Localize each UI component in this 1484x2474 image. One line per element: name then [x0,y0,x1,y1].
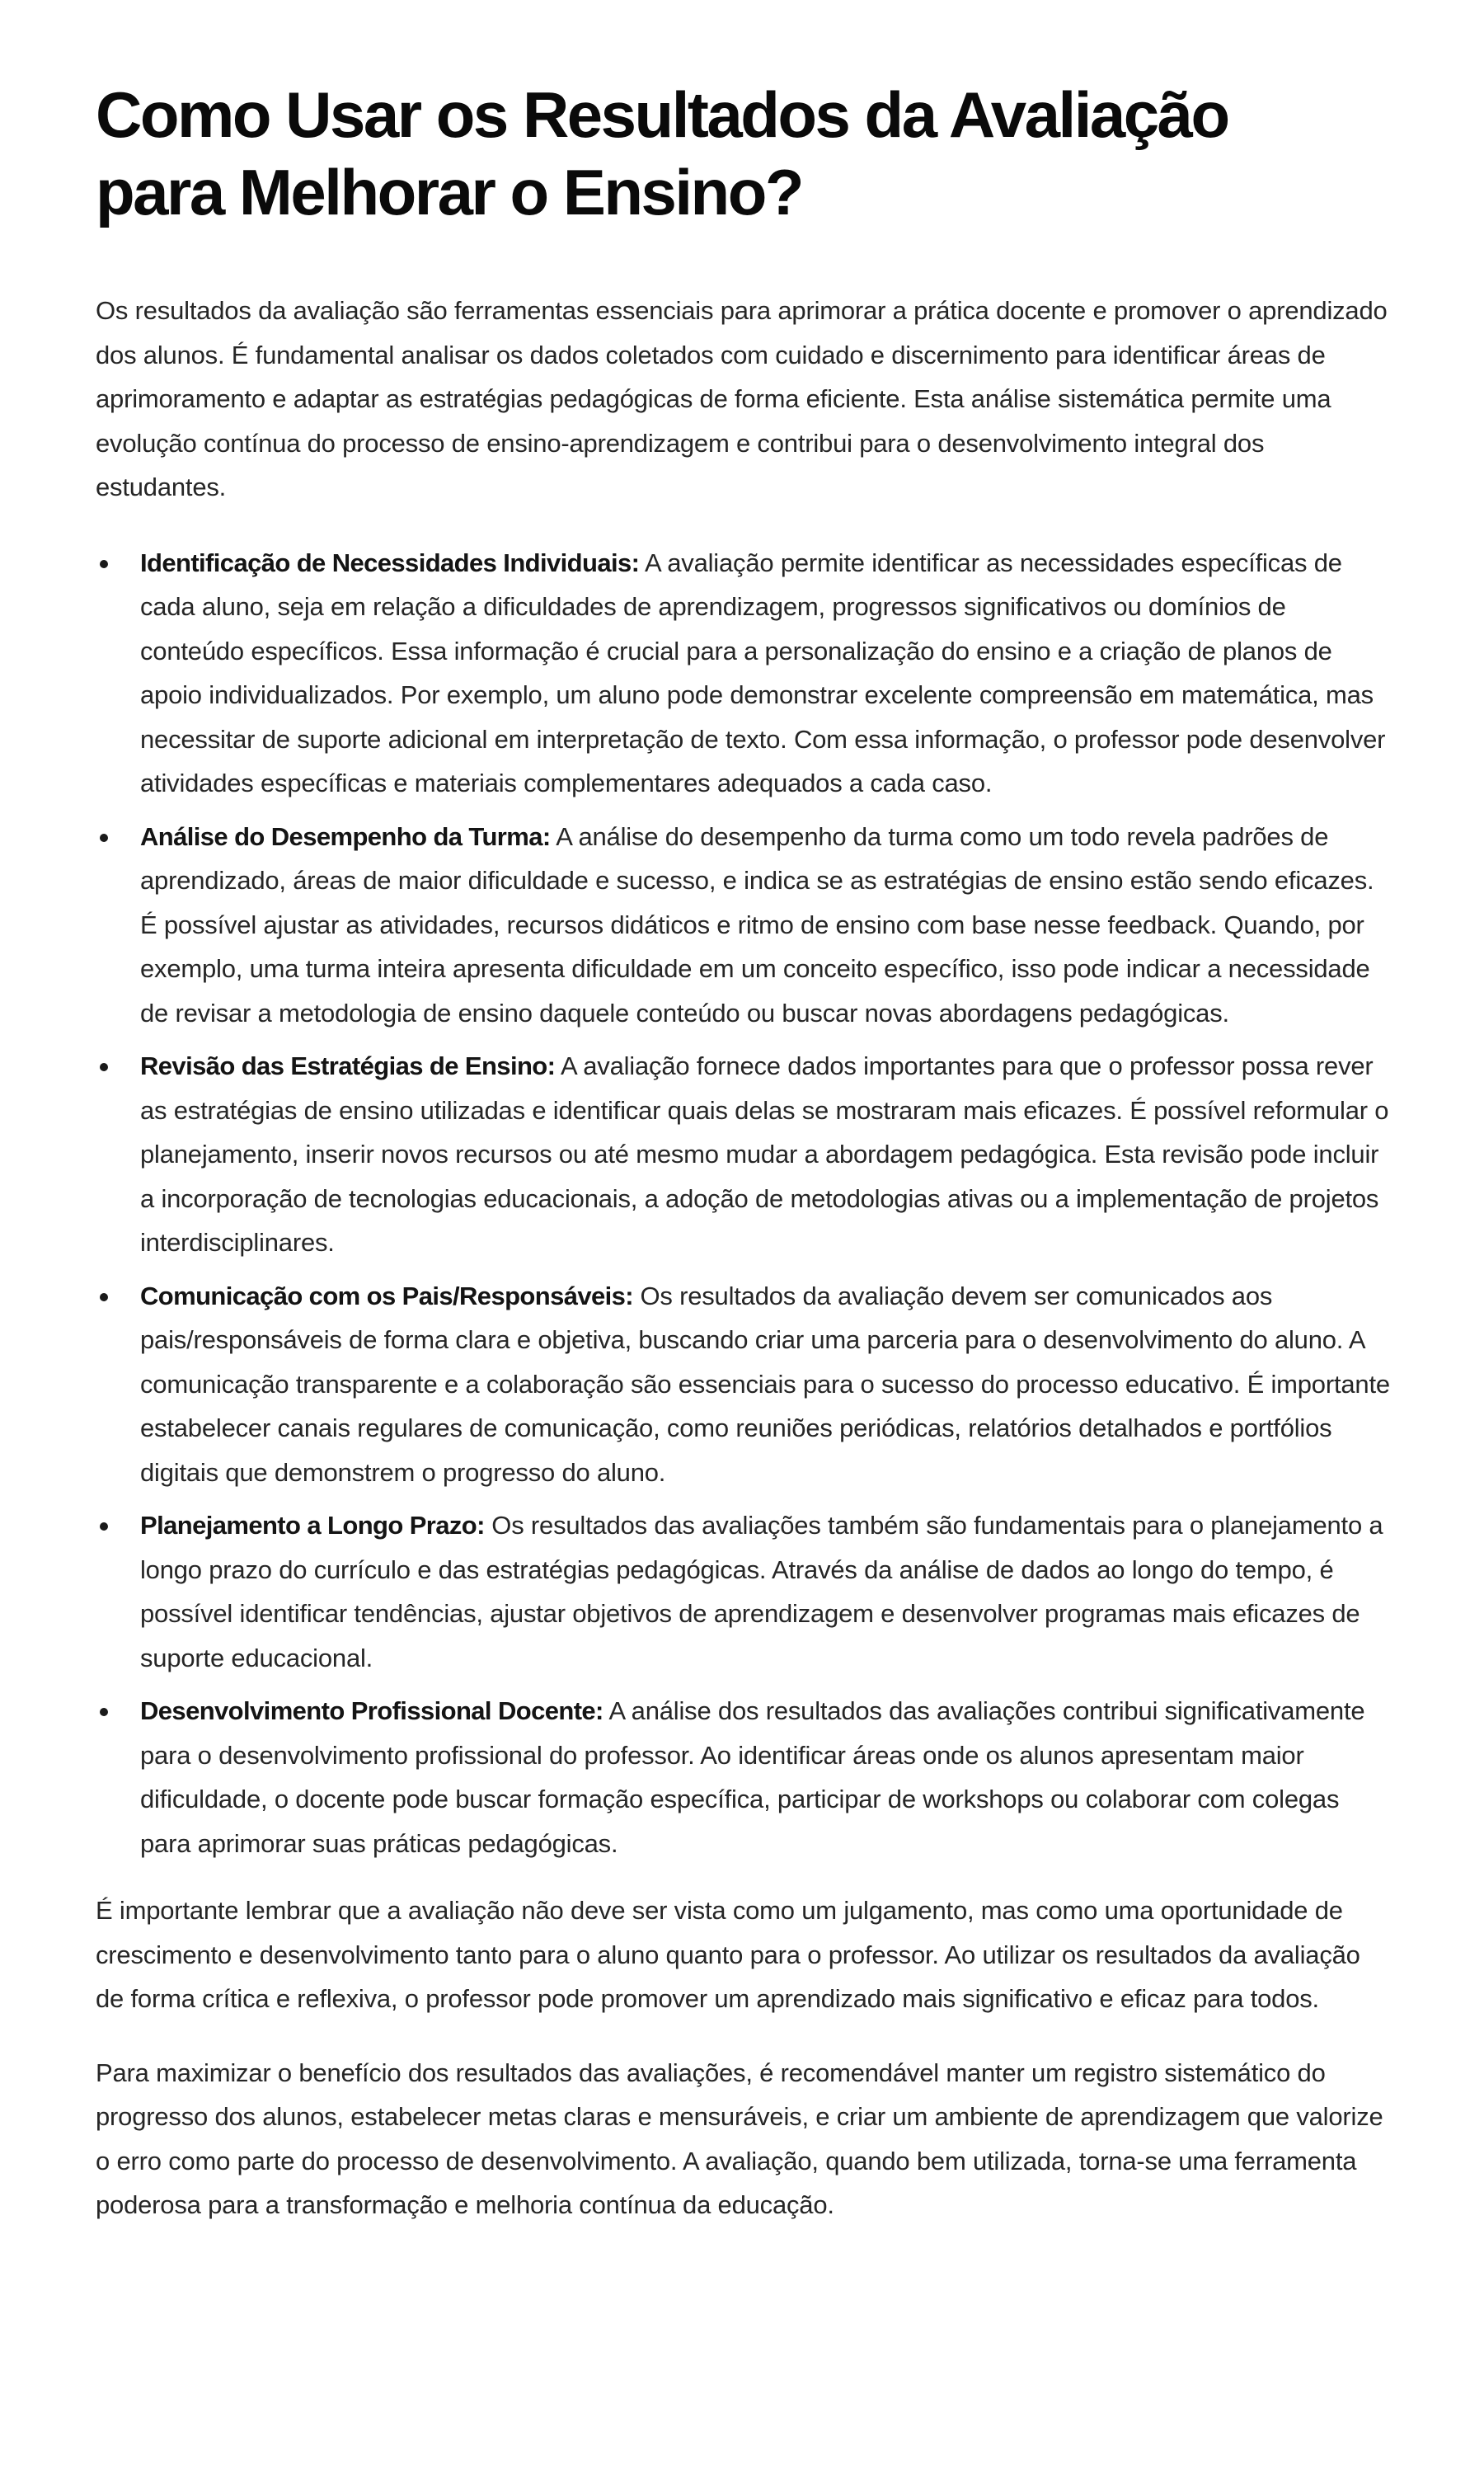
list-item [96,815,1393,1036]
list-item-text: A análise do desempenho da turma como um todo revela padrões de aprendizado, áreas de maior dificuldade e sucesso, e indica se as estratégias de ensino estão sendo eficazes. É possível ajustar as atividades, recursos didáticos e ritmo de ensino com base nesse feedback. Quando, por exemplo, uma turma inteira apresenta dificuldade em um conceito específico, isso pode indicar a necessidade de revisar a metodologia de ensino daquele conteúdo ou buscar novas abordagens pedagógicas. [140,821,1374,1028]
bullet-icon [100,1708,108,1716]
list-item [96,1689,1393,1865]
key-points-list [96,541,1393,1866]
list-item-heading: Desenvolvimento Profissional Docente: [140,1696,603,1725]
bullet-icon [100,1522,108,1531]
bullet-icon [100,834,108,842]
list-item [96,1044,1393,1265]
bullet-icon [100,560,108,568]
list-item-text: A avaliação fornece dados importantes para que o professor possa rever as estratégias de ensino utilizadas e identificar quais delas se mostraram mais eficazes. É possível reformular o planejamento, inserir novos recursos ou até mesmo mudar a abordagem pedagógica. Esta revisão pode incluir a incorporação de tecnologias educacionais, a adoção de metodologias ativas ou a implementação de projetos interdisciplinares. [140,1051,1389,1257]
list-item-heading: Comunicação com os Pais/Responsáveis: [140,1281,634,1310]
page-title: Como Usar os Resultados da Avaliação para Melhorar o Ensino? [96,78,1228,228]
bullet-icon [100,1293,108,1301]
list-item [96,1503,1393,1680]
list-item-heading: Planejamento a Longo Prazo: [140,1511,485,1540]
intro-paragraph: Os resultados da avaliação são ferramentas essenciais para aprimorar a prática docente e promover o aprendizado dos alunos. É fundamental analisar os dados coletados com cuidado e discernimento para identificar áreas de aprimoramento e adaptar as estratégias pedagógicas de forma eficiente. Esta análise sistemática permite uma evolução contínua do processo de ensino-aprendizagem e contribui para o desenvolvimento integral dos estudantes. [96,296,1388,501]
list-item-heading: Identificação de Necessidades Individuais: [140,548,640,577]
list-item-text: Os resultados da avaliação devem ser comunicados aos pais/responsáveis de forma clara e objetiva, buscando criar uma parceria para o desenvolvimento do aluno. A comunicação transparente e a colaboração são essenciais para o sucesso do processo educativo. É importante estabelecer canais regulares de comunicação, como reuniões periódicas, relatórios detalhados e portfólios digitais que demonstrem o progresso do aluno. [140,1281,1390,1487]
list-item-text: A avaliação permite identificar as necessidades específicas de cada aluno, seja em relação a dificuldades de aprendizagem, progressos significativos ou domínios de conteúdo específicos. Essa informação é crucial para a personalização do ensino e a criação de planos de apoio individualizados. Por exemplo, um aluno pode demonstrar excelente compreensão em matemática, mas necessitar de suporte adicional em interpretação de texto. Com essa informação, o professor pode desenvolver atividades específicas e materiais complementares adequados a cada caso. [140,548,1386,797]
bullet-icon [100,1063,108,1071]
list-item-heading: Revisão das Estratégias de Ensino: [140,1051,556,1080]
list-item-heading: Análise do Desempenho da Turma: [140,821,551,851]
list-item-text: A análise dos resultados das avaliações contribui significativamente para o desenvolvimento profissional do professor. Ao identificar áreas onde os alunos apresentam maior dificuldade, o docente pode buscar formação específica, participar de workshops ou colaborar com colegas para aprimorar suas práticas pedagógicas. [140,1696,1365,1858]
closing-paragraph-2: Para maximizar o benefício dos resultados das avaliações, é recomendável manter um registro sistemático do progresso dos alunos, estabelecer metas claras e mensuráveis, e criar um ambiente de aprendizagem que valorize o erro como parte do processo de desenvolvimento. A avaliação, quando bem utilizada, torna-se uma ferramenta poderosa para a transformação e melhoria contínua da educação. [96,2058,1383,2219]
list-item-text: Os resultados das avaliações também são fundamentais para o planejamento a longo prazo do currículo e das estratégias pedagógicas. Através da análise de dados ao longo do tempo, é possível identificar tendências, ajustar objetivos de aprendizagem e desenvolver programas mais eficazes de suporte educacional. [140,1511,1383,1672]
list-item [96,1274,1393,1495]
list-item [96,541,1393,806]
closing-paragraph-1: É importante lembrar que a avaliação não deve ser vista como um julgamento, mas como uma oportunidade de crescimento e desenvolvimento tanto para o aluno quanto para o professor. Ao utilizar os resultados da avaliação de forma crítica e reflexiva, o professor pode promover um aprendizado mais significativo e eficaz para todos. [96,1896,1360,2013]
